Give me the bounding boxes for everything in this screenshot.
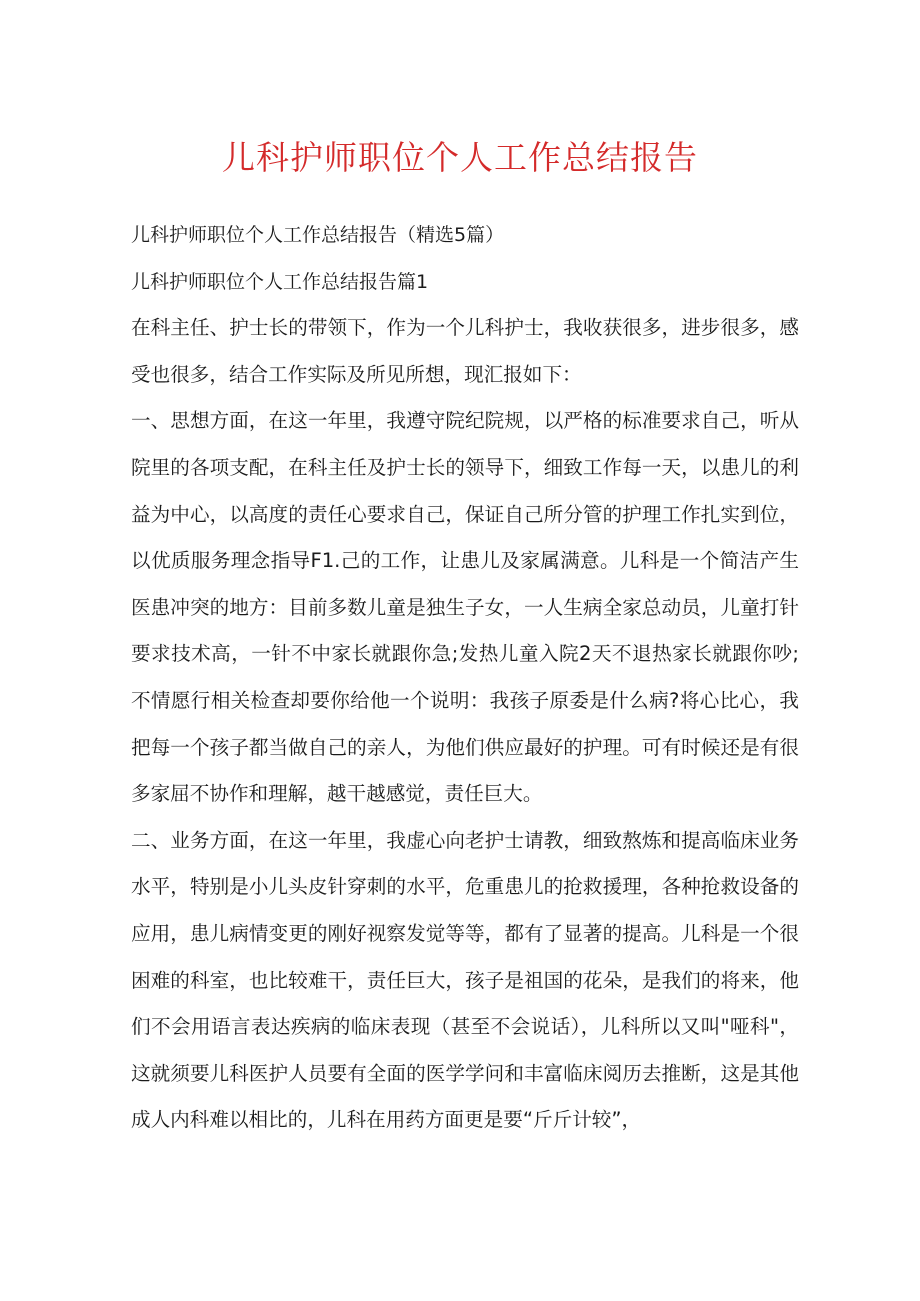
document-subtitle: 儿科护师职位个人工作总结报告（精选5篇） — [131, 224, 505, 246]
document-body — [131, 212, 799, 1144]
paragraph-thought: 一、思想方面，在这一年里，我遵守院纪院规，以严格的标准要求自己，听从院里的各项支配，在科主任及护士长的领导下，细致工作每一天，以患儿的利益为中心，以高度的责任心要求自己，保证自己所分管的护理工作扎实到位，以优质服务理念指导F1.己的工作，让患儿及家属满意。儿科是一个简洁产生医患冲突的地方：目前多数儿童是独生子女，一人生病全家总动员，儿童打针要求技术高，一针不中家长就跟你急;发热儿童入院2天不退热家长就跟你吵;不情愿行相关检查却要你给他一个说明：我孩子原委是什么病?将心比心，我把每一个孩子都当做自己的亲人，为他们供应最好的护理。可有时候还是有很多家屈不协作和理解，越干越感觉，责任巨大。 — [131, 409, 799, 806]
paragraph-intro: 在科主任、护士长的带领下，作为一个儿科护士，我收获很多，进步很多，感受也很多，结合工作实际及所见所想，现汇报如下： — [131, 316, 799, 386]
document-title: 儿科护师职位个人工作总结报告 — [222, 138, 698, 177]
paragraph-business: 二、业务方面，在这一年里，我虚心向老护士请教，细致熬炼和提高临床业务水平，特别是小儿头皮针穿刺的水平，危重患儿的抢救援理，各种抢救设备的应用，患儿病情变更的刚好视察发觉等等，都有了显著的提高。儿科是一个很困难的科室，也比较难干，责任巨大，孩子是祖国的花朵，是我们的将来，他们不会用语言表达疾病的临床表现（甚至不会说话），儿科所以又叫"哑科"，这就须要儿科医护人员要有全面的医学学问和丰富临床阅历去推断，这是其他成人内科难以相比的，儿科在用药方面更是要“斤斤计较”， — [131, 828, 799, 1132]
section-heading: 儿科护师职位个人工作总结报告篇1 — [131, 270, 429, 293]
